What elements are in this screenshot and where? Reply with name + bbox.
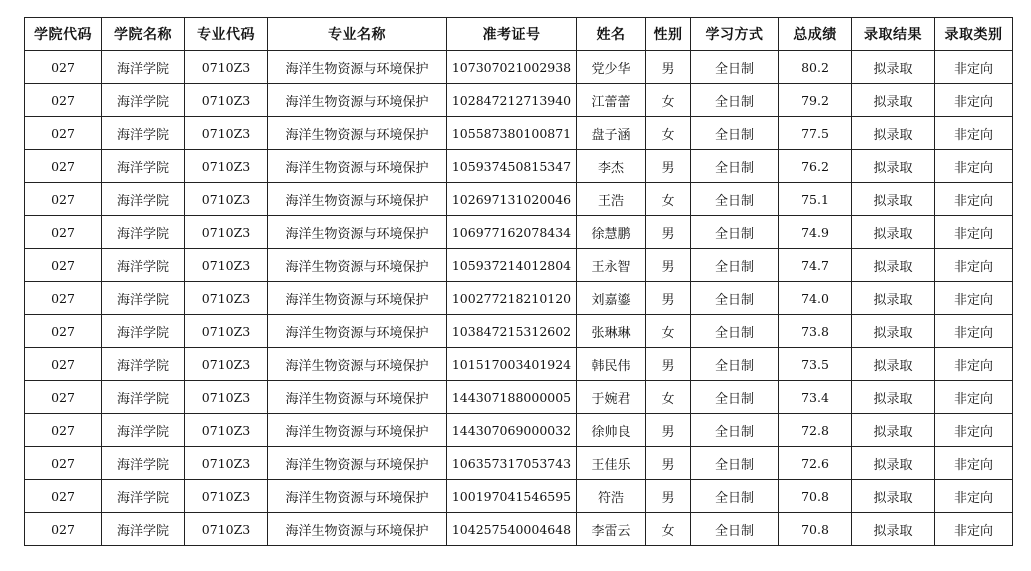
study-mode-cell: 全日制 <box>691 249 779 282</box>
admission-result-cell: 拟录取 <box>852 117 935 150</box>
study-mode-cell: 全日制 <box>691 381 779 414</box>
student-name-cell: 王浩 <box>577 183 646 216</box>
admission-result-cell: 拟录取 <box>852 414 935 447</box>
study-mode-cell: 全日制 <box>691 480 779 513</box>
admission-result-cell: 拟录取 <box>852 150 935 183</box>
table-row <box>25 315 1013 348</box>
exam-number-cell: 102847212713940 <box>447 84 577 117</box>
total-score-cell: 79.2 <box>779 84 852 117</box>
student-name-cell: 徐帅良 <box>577 414 646 447</box>
admission-type-cell: 非定向 <box>935 117 1013 150</box>
total-score-cell: 77.5 <box>779 117 852 150</box>
college-code-cell: 027 <box>25 84 102 117</box>
total-score-cell: 75.1 <box>779 183 852 216</box>
admission-type-cell: 非定向 <box>935 381 1013 414</box>
college-name-cell: 海洋学院 <box>102 216 185 249</box>
major-name-cell: 海洋生物资源与环境保护 <box>268 414 447 447</box>
study-mode-cell: 全日制 <box>691 513 779 546</box>
college-name-cell: 海洋学院 <box>102 282 185 315</box>
gender-cell: 男 <box>646 348 691 381</box>
table-row <box>25 183 1013 216</box>
student-name-cell: 符浩 <box>577 480 646 513</box>
admission-type-cell: 非定向 <box>935 51 1013 84</box>
major-code-cell: 0710Z3 <box>185 84 268 117</box>
exam-number-cell: 100197041546595 <box>447 480 577 513</box>
header-total-score: 总成绩 <box>779 18 852 51</box>
study-mode-cell: 全日制 <box>691 84 779 117</box>
exam-number-cell: 106357317053743 <box>447 447 577 480</box>
college-code-cell: 027 <box>25 480 102 513</box>
major-name-cell: 海洋生物资源与环境保护 <box>268 216 447 249</box>
major-code-cell: 0710Z3 <box>185 183 268 216</box>
college-name-cell: 海洋学院 <box>102 381 185 414</box>
major-name-cell: 海洋生物资源与环境保护 <box>268 480 447 513</box>
study-mode-cell: 全日制 <box>691 150 779 183</box>
gender-cell: 男 <box>646 414 691 447</box>
college-name-cell: 海洋学院 <box>102 447 185 480</box>
header-college-code: 学院代码 <box>25 18 102 51</box>
exam-number-cell: 105937214012804 <box>447 249 577 282</box>
major-name-cell: 海洋生物资源与环境保护 <box>268 150 447 183</box>
college-name-cell: 海洋学院 <box>102 348 185 381</box>
study-mode-cell: 全日制 <box>691 414 779 447</box>
admission-type-cell: 非定向 <box>935 249 1013 282</box>
exam-number-cell: 144307188000005 <box>447 381 577 414</box>
study-mode-cell: 全日制 <box>691 348 779 381</box>
table-row <box>25 381 1013 414</box>
admission-result-cell: 拟录取 <box>852 183 935 216</box>
exam-number-cell: 103847215312602 <box>447 315 577 348</box>
major-code-cell: 0710Z3 <box>185 348 268 381</box>
major-name-cell: 海洋生物资源与环境保护 <box>268 315 447 348</box>
college-code-cell: 027 <box>25 150 102 183</box>
admission-result-cell: 拟录取 <box>852 381 935 414</box>
table-row <box>25 282 1013 315</box>
college-code-cell: 027 <box>25 249 102 282</box>
table-row <box>25 414 1013 447</box>
college-code-cell: 027 <box>25 282 102 315</box>
total-score-cell: 72.8 <box>779 414 852 447</box>
major-code-cell: 0710Z3 <box>185 480 268 513</box>
study-mode-cell: 全日制 <box>691 51 779 84</box>
major-code-cell: 0710Z3 <box>185 249 268 282</box>
total-score-cell: 73.4 <box>779 381 852 414</box>
gender-cell: 男 <box>646 216 691 249</box>
total-score-cell: 70.8 <box>779 480 852 513</box>
study-mode-cell: 全日制 <box>691 183 779 216</box>
admission-result-cell: 拟录取 <box>852 447 935 480</box>
gender-cell: 男 <box>646 51 691 84</box>
header-gender: 性别 <box>646 18 691 51</box>
gender-cell: 女 <box>646 117 691 150</box>
student-name-cell: 党少华 <box>577 51 646 84</box>
table-row <box>25 117 1013 150</box>
admission-type-cell: 非定向 <box>935 183 1013 216</box>
major-code-cell: 0710Z3 <box>185 381 268 414</box>
total-score-cell: 74.7 <box>779 249 852 282</box>
college-code-cell: 027 <box>25 315 102 348</box>
exam-number-cell: 107307021002938 <box>447 51 577 84</box>
admission-result-cell: 拟录取 <box>852 84 935 117</box>
admission-type-cell: 非定向 <box>935 348 1013 381</box>
table-row <box>25 150 1013 183</box>
admission-result-cell: 拟录取 <box>852 282 935 315</box>
admission-result-cell: 拟录取 <box>852 315 935 348</box>
gender-cell: 男 <box>646 447 691 480</box>
college-name-cell: 海洋学院 <box>102 117 185 150</box>
admission-result-cell: 拟录取 <box>852 513 935 546</box>
table-row <box>25 513 1013 546</box>
exam-number-cell: 144307069000032 <box>447 414 577 447</box>
total-score-cell: 73.5 <box>779 348 852 381</box>
gender-cell: 女 <box>646 183 691 216</box>
major-name-cell: 海洋生物资源与环境保护 <box>268 84 447 117</box>
table-body <box>25 51 1013 546</box>
exam-number-cell: 102697131020046 <box>447 183 577 216</box>
major-code-cell: 0710Z3 <box>185 216 268 249</box>
major-code-cell: 0710Z3 <box>185 150 268 183</box>
total-score-cell: 73.8 <box>779 315 852 348</box>
college-code-cell: 027 <box>25 117 102 150</box>
table-row <box>25 216 1013 249</box>
admission-result-cell: 拟录取 <box>852 249 935 282</box>
major-code-cell: 0710Z3 <box>185 117 268 150</box>
header-major-name: 专业名称 <box>268 18 447 51</box>
exam-number-cell: 105587380100871 <box>447 117 577 150</box>
study-mode-cell: 全日制 <box>691 117 779 150</box>
study-mode-cell: 全日制 <box>691 216 779 249</box>
major-name-cell: 海洋生物资源与环境保护 <box>268 282 447 315</box>
gender-cell: 女 <box>646 513 691 546</box>
college-code-cell: 027 <box>25 348 102 381</box>
admission-type-cell: 非定向 <box>935 282 1013 315</box>
table-row <box>25 447 1013 480</box>
admission-result-cell: 拟录取 <box>852 51 935 84</box>
major-code-cell: 0710Z3 <box>185 513 268 546</box>
admission-table <box>24 17 1013 546</box>
admission-result-cell: 拟录取 <box>852 348 935 381</box>
table-row <box>25 249 1013 282</box>
total-score-cell: 76.2 <box>779 150 852 183</box>
study-mode-cell: 全日制 <box>691 282 779 315</box>
admission-type-cell: 非定向 <box>935 315 1013 348</box>
exam-number-cell: 104257540004648 <box>447 513 577 546</box>
table-row <box>25 348 1013 381</box>
header-college-name: 学院名称 <box>102 18 185 51</box>
study-mode-cell: 全日制 <box>691 447 779 480</box>
admission-result-cell: 拟录取 <box>852 216 935 249</box>
student-name-cell: 于婉君 <box>577 381 646 414</box>
college-name-cell: 海洋学院 <box>102 150 185 183</box>
student-name-cell: 李杰 <box>577 150 646 183</box>
table-row <box>25 84 1013 117</box>
college-code-cell: 027 <box>25 513 102 546</box>
gender-cell: 男 <box>646 249 691 282</box>
college-name-cell: 海洋学院 <box>102 480 185 513</box>
admission-type-cell: 非定向 <box>935 84 1013 117</box>
header-admission-result: 录取结果 <box>852 18 935 51</box>
gender-cell: 女 <box>646 315 691 348</box>
college-code-cell: 027 <box>25 216 102 249</box>
student-name-cell: 刘嘉鎏 <box>577 282 646 315</box>
table-row <box>25 480 1013 513</box>
student-name-cell: 盘子涵 <box>577 117 646 150</box>
student-name-cell: 张琳琳 <box>577 315 646 348</box>
college-name-cell: 海洋学院 <box>102 183 185 216</box>
admission-type-cell: 非定向 <box>935 447 1013 480</box>
table-header-row <box>25 18 1013 51</box>
college-name-cell: 海洋学院 <box>102 249 185 282</box>
major-code-cell: 0710Z3 <box>185 282 268 315</box>
college-code-cell: 027 <box>25 183 102 216</box>
total-score-cell: 80.2 <box>779 51 852 84</box>
college-name-cell: 海洋学院 <box>102 51 185 84</box>
college-code-cell: 027 <box>25 381 102 414</box>
major-name-cell: 海洋生物资源与环境保护 <box>268 513 447 546</box>
admission-type-cell: 非定向 <box>935 513 1013 546</box>
admission-type-cell: 非定向 <box>935 480 1013 513</box>
admission-type-cell: 非定向 <box>935 216 1013 249</box>
admission-table-container <box>24 17 1013 546</box>
major-name-cell: 海洋生物资源与环境保护 <box>268 381 447 414</box>
exam-number-cell: 106977162078434 <box>447 216 577 249</box>
major-code-cell: 0710Z3 <box>185 447 268 480</box>
exam-number-cell: 101517003401924 <box>447 348 577 381</box>
admission-type-cell: 非定向 <box>935 150 1013 183</box>
total-score-cell: 70.8 <box>779 513 852 546</box>
student-name-cell: 韩民伟 <box>577 348 646 381</box>
major-name-cell: 海洋生物资源与环境保护 <box>268 183 447 216</box>
major-name-cell: 海洋生物资源与环境保护 <box>268 249 447 282</box>
college-name-cell: 海洋学院 <box>102 414 185 447</box>
student-name-cell: 王佳乐 <box>577 447 646 480</box>
gender-cell: 女 <box>646 84 691 117</box>
table-row <box>25 51 1013 84</box>
major-name-cell: 海洋生物资源与环境保护 <box>268 348 447 381</box>
header-study-mode: 学习方式 <box>691 18 779 51</box>
college-name-cell: 海洋学院 <box>102 84 185 117</box>
admission-type-cell: 非定向 <box>935 414 1013 447</box>
gender-cell: 男 <box>646 150 691 183</box>
total-score-cell: 72.6 <box>779 447 852 480</box>
student-name-cell: 江蕾蕾 <box>577 84 646 117</box>
college-code-cell: 027 <box>25 51 102 84</box>
total-score-cell: 74.9 <box>779 216 852 249</box>
gender-cell: 女 <box>646 381 691 414</box>
exam-number-cell: 100277218210120 <box>447 282 577 315</box>
header-name: 姓名 <box>577 18 646 51</box>
major-name-cell: 海洋生物资源与环境保护 <box>268 51 447 84</box>
major-code-cell: 0710Z3 <box>185 414 268 447</box>
exam-number-cell: 105937450815347 <box>447 150 577 183</box>
major-name-cell: 海洋生物资源与环境保护 <box>268 117 447 150</box>
total-score-cell: 74.0 <box>779 282 852 315</box>
header-exam-number: 准考证号 <box>447 18 577 51</box>
major-name-cell: 海洋生物资源与环境保护 <box>268 447 447 480</box>
student-name-cell: 李雷云 <box>577 513 646 546</box>
header-admission-type: 录取类别 <box>935 18 1013 51</box>
admission-result-cell: 拟录取 <box>852 480 935 513</box>
major-code-cell: 0710Z3 <box>185 315 268 348</box>
study-mode-cell: 全日制 <box>691 315 779 348</box>
student-name-cell: 徐慧鹏 <box>577 216 646 249</box>
student-name-cell: 王永智 <box>577 249 646 282</box>
college-code-cell: 027 <box>25 414 102 447</box>
gender-cell: 男 <box>646 480 691 513</box>
college-name-cell: 海洋学院 <box>102 513 185 546</box>
header-major-code: 专业代码 <box>185 18 268 51</box>
college-code-cell: 027 <box>25 447 102 480</box>
gender-cell: 男 <box>646 282 691 315</box>
college-name-cell: 海洋学院 <box>102 315 185 348</box>
major-code-cell: 0710Z3 <box>185 51 268 84</box>
